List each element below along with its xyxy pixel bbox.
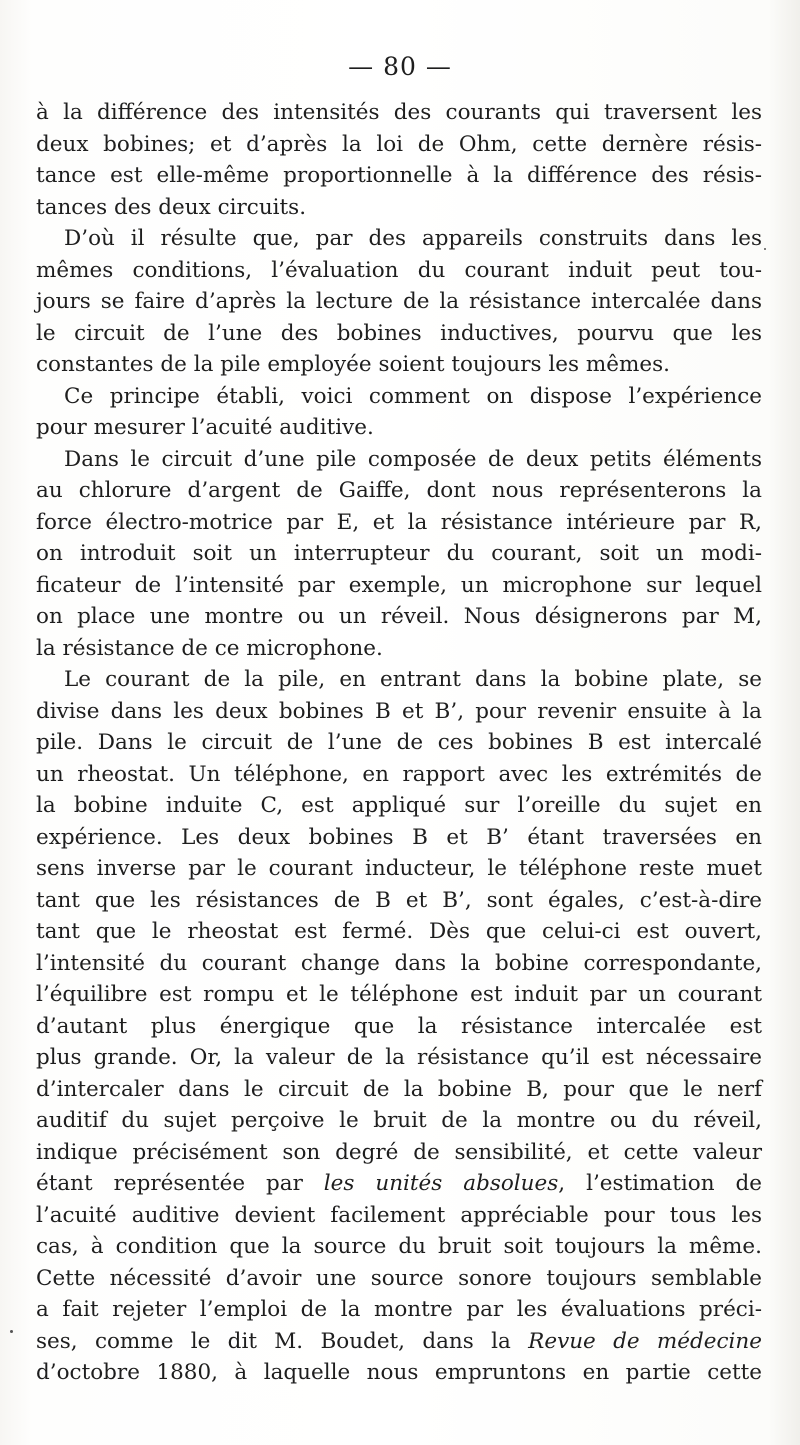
text-line: tances des deux circuits. (36, 194, 307, 220)
text-line: cas, à condition que la source du bruit soit toujours la même. (36, 1234, 762, 1259)
text-line: jours se faire d’après la lecture de la résistance intercalée dans (36, 289, 762, 314)
text-line: la résistance de ce microphone. (36, 635, 383, 661)
text-line: deux bobines; et d’après la loi de Ohm, cette dernère résis- (36, 131, 762, 157)
text-line: plus grande. Or, la valeur de la résistance qu’il est nécessaire (36, 1045, 762, 1070)
text-line: Ce principe établi, voici comment on dispose l’expérience (64, 383, 762, 409)
text-line: tant que les résistances de B et B’, sont égales, c’est-à-dire (36, 887, 762, 913)
text-line: un rheostat. Un téléphone, en rapport avec les extrémités de (36, 761, 762, 787)
text-line: Cette nécessité d’avoir une source sonore toujours semblable (36, 1265, 762, 1291)
text-line: on introduit soit un interrupteur du courant, soit un modi- (36, 541, 762, 566)
text-line: auditif du sujet perçoive le bruit de la montre ou du réveil, (36, 1108, 762, 1133)
text-line: divise dans les deux bobines B et B’, pour revenir ensuite à la (36, 698, 762, 724)
print-speck (764, 248, 766, 250)
text-line: mêmes conditions, l’évaluation du courant induit peut tou- (36, 257, 762, 283)
text-line: sens inverse par le courant inducteur, le téléphone reste muet (36, 856, 762, 881)
page-number: — 80 — (348, 52, 452, 81)
text-line: d’intercaler dans le circuit de la bobine B, pour que le nerf (36, 1076, 762, 1102)
text-line: force électro-motrice par E, et la résistance intérieure par R, (36, 509, 762, 535)
text-line: Le courant de la pile, en entrant dans la bobine plate, se (64, 667, 762, 692)
text-line: à la différence des intensités des courants qui traversent les (36, 100, 762, 125)
body-text (36, 97, 762, 1389)
text-segment: , l’estimation de (558, 1171, 762, 1196)
text-line: au chlorure d’argent de Gaiffe, dont nous représenterons la (36, 478, 762, 503)
text-line: d’autant plus énergique que la résistance intercalée est (36, 1013, 762, 1039)
italic-title: Revue de médecine (528, 1328, 763, 1354)
text-line: l’intensité du courant change dans la bobine correspondante, (36, 950, 762, 976)
text-line: la bobine induite C, est appliqué sur l’oreille du sujet en (36, 793, 762, 818)
text-line: a fait rejeter l’emploi de la montre par les évaluations préci- (36, 1297, 762, 1322)
text-line: l’acuité auditive devient facilement appréciable pour tous les (36, 1202, 762, 1228)
text-line: constantes de la pile employée soient toujours les mêmes. (36, 352, 670, 377)
text-line: tant que le rheostat est fermé. Dès que celui-ci est ouvert, (36, 919, 762, 944)
text-line: tance est elle-même proportionnelle à la différence des résis- (36, 163, 762, 188)
text-line: D’où il résulte que, par des appareils construits dans les (64, 226, 762, 251)
text-line: le circuit de l’une des bobines inductives, pourvu que les (36, 320, 762, 346)
text-line: on place une montre ou un réveil. Nous désignerons par M, (36, 604, 762, 629)
print-speck (10, 1330, 13, 1333)
text-line: pour mesurer l’acuité auditive. (36, 415, 374, 440)
text-line: pile. Dans le circuit de l’une de ces bobines B est intercalé (36, 730, 762, 755)
text-line: l’équilibre est rompu et le téléphone est induit par un courant (36, 982, 762, 1007)
text-line: d’octobre 1880, à laquelle nous empruntons en partie cette (36, 1360, 762, 1385)
text-line: expérience. Les deux bobines B et B’ étant traversées en (36, 824, 762, 850)
text-line (36, 1168, 762, 1200)
text-line: ficateur de l’intensité par exemple, un microphone sur lequel (36, 572, 762, 598)
text-segment: étant représentée par (36, 1171, 324, 1196)
text-line: indique précisément son degré de sensibilité, et cette valeur (36, 1139, 762, 1165)
text-line (36, 1326, 762, 1358)
text-line: Dans le circuit d’une pile composée de deux petits éléments (64, 446, 762, 472)
text-segment: ses, comme le dit M. Boudet, dans la (36, 1328, 529, 1354)
italic-title: les unités absolues (323, 1171, 559, 1196)
